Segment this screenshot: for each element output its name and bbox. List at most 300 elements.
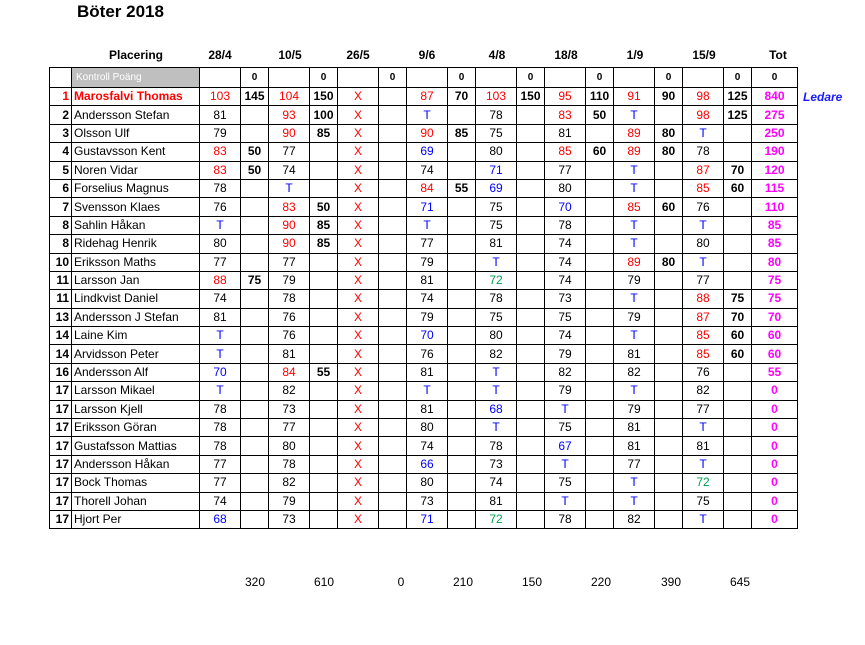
empty-cell — [545, 68, 586, 88]
score-cell: T — [269, 179, 310, 197]
points-cell — [517, 106, 545, 124]
points-cell — [379, 216, 407, 234]
total-cell: 110 — [752, 198, 798, 216]
table-row — [50, 437, 798, 455]
leader-label: Ledare — [803, 90, 843, 104]
score-cell: T — [200, 345, 241, 363]
points-cell: 70 — [724, 161, 752, 179]
score-cell: 95 — [545, 88, 586, 106]
score-cell: 78 — [200, 419, 241, 437]
points-cell — [241, 216, 269, 234]
total-cell: 70 — [752, 308, 798, 326]
rank-cell: 14 — [50, 327, 72, 345]
table-row — [50, 235, 798, 253]
score-cell: 81 — [200, 106, 241, 124]
score-cell: T — [614, 327, 655, 345]
rank-cell: 17 — [50, 400, 72, 418]
score-cell: 84 — [269, 363, 310, 381]
score-cell: 93 — [269, 106, 310, 124]
points-cell — [724, 419, 752, 437]
rank-cell: 7 — [50, 198, 72, 216]
score-cell: 68 — [200, 510, 241, 528]
points-cell — [310, 345, 338, 363]
score-cell: 81 — [614, 345, 655, 363]
score-cell: 88 — [200, 271, 241, 289]
points-cell — [517, 179, 545, 197]
score-cell: T — [683, 510, 724, 528]
score-cell: 79 — [269, 271, 310, 289]
control-points-value: 0 — [724, 68, 752, 88]
score-cell: 72 — [476, 271, 517, 289]
rank-cell: 3 — [50, 124, 72, 142]
table-row — [50, 253, 798, 271]
score-cell: 90 — [269, 235, 310, 253]
score-cell: 77 — [269, 419, 310, 437]
table-row — [50, 363, 798, 381]
points-cell: 90 — [655, 88, 683, 106]
score-cell: X — [338, 271, 379, 289]
score-cell: 89 — [614, 124, 655, 142]
score-cell: 77 — [200, 455, 241, 473]
score-cell: X — [338, 492, 379, 510]
player-name: Ridehag Henrik — [72, 235, 200, 253]
rank-cell: 17 — [50, 419, 72, 437]
points-cell — [448, 400, 476, 418]
table-row — [50, 216, 798, 234]
score-cell: 78 — [476, 290, 517, 308]
points-cell: 50 — [586, 106, 614, 124]
points-cell: 125 — [724, 106, 752, 124]
points-cell: 100 — [310, 106, 338, 124]
rank-cell: 17 — [50, 455, 72, 473]
score-cell: 77 — [545, 161, 586, 179]
score-cell: 85 — [683, 345, 724, 363]
points-cell — [379, 455, 407, 473]
score-cell: 74 — [407, 437, 448, 455]
points-cell — [586, 363, 614, 381]
points-cell — [517, 419, 545, 437]
score-cell: X — [338, 419, 379, 437]
points-cell — [655, 271, 683, 289]
points-cell: 85 — [310, 124, 338, 142]
total-cell: 0 — [752, 455, 798, 473]
score-cell: T — [614, 474, 655, 492]
rank-cell: 14 — [50, 345, 72, 363]
score-cell: 89 — [614, 253, 655, 271]
points-cell: 60 — [724, 179, 752, 197]
header-tot: Tot — [769, 48, 787, 62]
rank-cell: 17 — [50, 437, 72, 455]
score-cell: 98 — [683, 88, 724, 106]
player-name: Larsson Mikael — [72, 382, 200, 400]
points-cell — [448, 198, 476, 216]
score-cell: 72 — [683, 474, 724, 492]
points-cell: 60 — [724, 345, 752, 363]
points-cell — [241, 327, 269, 345]
score-cell: T — [476, 382, 517, 400]
total-cell: 840 — [752, 88, 798, 106]
total-cell: 250 — [752, 124, 798, 142]
page-title: Böter 2018 — [77, 2, 164, 21]
points-cell: 60 — [724, 327, 752, 345]
score-cell: 72 — [476, 510, 517, 528]
points-cell — [655, 290, 683, 308]
score-cell: 78 — [545, 510, 586, 528]
rank-cell: 13 — [50, 308, 72, 326]
score-cell: 91 — [614, 88, 655, 106]
points-cell — [241, 290, 269, 308]
player-name: Arvidsson Peter — [72, 345, 200, 363]
table-row — [50, 419, 798, 437]
score-cell: 81 — [476, 492, 517, 510]
score-cell: T — [476, 253, 517, 271]
player-name: Noren Vidar — [72, 161, 200, 179]
points-cell — [655, 345, 683, 363]
header-date: 28/4 — [208, 48, 232, 62]
points-cell — [310, 290, 338, 308]
header-date: 4/8 — [488, 48, 506, 62]
points-cell — [448, 419, 476, 437]
column-total: 0 — [397, 575, 405, 589]
score-cell: 98 — [683, 106, 724, 124]
score-cell: 89 — [614, 143, 655, 161]
score-cell: 81 — [407, 400, 448, 418]
total-cell: 0 — [752, 382, 798, 400]
player-name: Sahlin Håkan — [72, 216, 200, 234]
points-cell — [241, 437, 269, 455]
points-cell — [448, 437, 476, 455]
score-cell: T — [614, 235, 655, 253]
score-cell: 77 — [683, 271, 724, 289]
points-cell — [517, 216, 545, 234]
points-cell — [310, 437, 338, 455]
points-cell — [655, 308, 683, 326]
points-cell — [517, 235, 545, 253]
table-row — [50, 400, 798, 418]
points-cell — [448, 510, 476, 528]
score-cell: 76 — [683, 198, 724, 216]
points-cell — [379, 327, 407, 345]
points-cell — [448, 235, 476, 253]
score-cell: T — [476, 419, 517, 437]
score-cell: T — [200, 216, 241, 234]
points-cell — [379, 308, 407, 326]
total-cell: 0 — [752, 510, 798, 528]
points-cell — [379, 271, 407, 289]
rank-cell: 17 — [50, 492, 72, 510]
points-cell — [655, 437, 683, 455]
points-cell — [586, 124, 614, 142]
rank-cell: 11 — [50, 290, 72, 308]
rank-cell: 17 — [50, 510, 72, 528]
score-cell: X — [338, 198, 379, 216]
header-date: 10/5 — [278, 48, 302, 62]
points-cell — [655, 382, 683, 400]
points-cell — [379, 290, 407, 308]
score-cell: 103 — [200, 88, 241, 106]
points-cell: 70 — [448, 88, 476, 106]
points-cell — [448, 290, 476, 308]
points-cell — [724, 474, 752, 492]
points-cell — [310, 327, 338, 345]
score-cell: 83 — [200, 143, 241, 161]
points-cell — [379, 363, 407, 381]
control-points-value: 0 — [379, 68, 407, 88]
points-cell: 60 — [655, 198, 683, 216]
column-total: 210 — [452, 575, 474, 589]
score-cell: 82 — [269, 474, 310, 492]
score-cell: 67 — [545, 437, 586, 455]
score-cell: 82 — [683, 382, 724, 400]
rank-cell: 11 — [50, 271, 72, 289]
points-cell — [310, 308, 338, 326]
player-name: Lindkvist Daniel — [72, 290, 200, 308]
column-totals-row — [0, 575, 865, 591]
points-cell: 80 — [655, 143, 683, 161]
table-row — [50, 327, 798, 345]
points-cell — [310, 455, 338, 473]
points-cell — [724, 271, 752, 289]
total-cell: 80 — [752, 253, 798, 271]
score-cell: T — [614, 492, 655, 510]
table-row — [50, 474, 798, 492]
score-cell: 87 — [683, 161, 724, 179]
points-cell — [379, 179, 407, 197]
points-cell — [379, 474, 407, 492]
score-cell: 73 — [407, 492, 448, 510]
score-cell: 69 — [407, 143, 448, 161]
score-cell: X — [338, 179, 379, 197]
points-cell: 150 — [310, 88, 338, 106]
score-cell: T — [683, 455, 724, 473]
score-cell: 74 — [545, 235, 586, 253]
points-cell — [655, 474, 683, 492]
points-cell — [379, 198, 407, 216]
score-cell: 76 — [407, 345, 448, 363]
table-row — [50, 510, 798, 528]
points-cell — [517, 455, 545, 473]
score-cell: 76 — [200, 198, 241, 216]
column-total: 645 — [729, 575, 751, 589]
results-table — [49, 67, 798, 529]
points-cell — [310, 419, 338, 437]
points-cell — [586, 271, 614, 289]
score-cell: X — [338, 106, 379, 124]
points-cell — [379, 419, 407, 437]
points-cell — [379, 143, 407, 161]
player-name: Thorell Johan — [72, 492, 200, 510]
score-cell: 81 — [545, 124, 586, 142]
score-cell: 68 — [476, 400, 517, 418]
score-cell: X — [338, 143, 379, 161]
score-cell: 82 — [614, 510, 655, 528]
score-cell: 79 — [545, 345, 586, 363]
score-cell: 76 — [683, 363, 724, 381]
points-cell — [310, 143, 338, 161]
points-cell — [517, 253, 545, 271]
score-cell: X — [338, 88, 379, 106]
points-cell — [586, 290, 614, 308]
score-cell: T — [200, 327, 241, 345]
points-cell: 75 — [241, 271, 269, 289]
score-cell: X — [338, 124, 379, 142]
score-cell: 78 — [476, 437, 517, 455]
points-cell — [241, 235, 269, 253]
total-cell: 0 — [752, 419, 798, 437]
score-cell: 73 — [269, 400, 310, 418]
points-cell — [241, 124, 269, 142]
points-cell: 85 — [448, 124, 476, 142]
table-row — [50, 161, 798, 179]
score-cell: 79 — [407, 308, 448, 326]
score-cell: 71 — [407, 510, 448, 528]
points-cell — [241, 382, 269, 400]
score-cell: 78 — [200, 400, 241, 418]
points-cell — [586, 400, 614, 418]
score-cell: 75 — [476, 216, 517, 234]
score-cell: X — [338, 308, 379, 326]
score-cell: 80 — [545, 179, 586, 197]
player-name: Larsson Kjell — [72, 400, 200, 418]
score-cell: 77 — [200, 474, 241, 492]
points-cell — [724, 492, 752, 510]
score-cell: 74 — [545, 253, 586, 271]
score-cell: 85 — [614, 198, 655, 216]
points-cell — [310, 253, 338, 271]
score-cell: X — [338, 510, 379, 528]
control-points-total: 0 — [752, 68, 798, 88]
score-cell: 77 — [200, 253, 241, 271]
table-row — [50, 143, 798, 161]
header-date: 26/5 — [346, 48, 370, 62]
score-cell: 81 — [269, 345, 310, 363]
table-row — [50, 198, 798, 216]
header-date: 18/8 — [554, 48, 578, 62]
table-row — [50, 492, 798, 510]
score-cell: X — [338, 290, 379, 308]
table-row — [50, 345, 798, 363]
points-cell — [310, 271, 338, 289]
total-cell: 0 — [752, 492, 798, 510]
score-cell: 79 — [614, 308, 655, 326]
points-cell — [655, 161, 683, 179]
points-cell — [655, 106, 683, 124]
control-points-value: 0 — [517, 68, 545, 88]
points-cell — [241, 400, 269, 418]
rank-cell: 6 — [50, 179, 72, 197]
score-cell: 90 — [269, 216, 310, 234]
control-points-value: 0 — [310, 68, 338, 88]
points-cell — [448, 308, 476, 326]
score-cell: T — [683, 124, 724, 142]
table-row — [50, 455, 798, 473]
score-cell: 85 — [683, 179, 724, 197]
points-cell — [655, 419, 683, 437]
score-cell: T — [545, 400, 586, 418]
points-cell — [724, 124, 752, 142]
table-row — [50, 106, 798, 124]
score-cell: 75 — [683, 492, 724, 510]
points-cell: 125 — [724, 88, 752, 106]
score-cell: X — [338, 363, 379, 381]
points-cell — [724, 216, 752, 234]
points-cell — [379, 345, 407, 363]
points-cell — [517, 198, 545, 216]
points-cell — [241, 179, 269, 197]
points-cell — [517, 345, 545, 363]
control-points-value: 0 — [448, 68, 476, 88]
score-cell: 73 — [269, 510, 310, 528]
score-cell: 81 — [614, 437, 655, 455]
points-cell — [379, 437, 407, 455]
points-cell: 55 — [310, 363, 338, 381]
points-cell — [379, 235, 407, 253]
points-cell — [310, 382, 338, 400]
empty-cell — [476, 68, 517, 88]
points-cell — [586, 510, 614, 528]
total-cell: 60 — [752, 327, 798, 345]
points-cell — [310, 161, 338, 179]
score-cell: 77 — [683, 400, 724, 418]
points-cell — [655, 216, 683, 234]
column-total: 320 — [244, 575, 266, 589]
points-cell — [448, 253, 476, 271]
points-cell: 55 — [448, 179, 476, 197]
points-cell — [310, 474, 338, 492]
header-date: 15/9 — [692, 48, 716, 62]
points-cell — [586, 419, 614, 437]
control-points-value: 0 — [241, 68, 269, 88]
score-cell: T — [614, 382, 655, 400]
total-cell: 85 — [752, 235, 798, 253]
points-cell — [586, 161, 614, 179]
points-cell — [724, 437, 752, 455]
points-cell — [241, 345, 269, 363]
points-cell — [241, 308, 269, 326]
score-cell: 70 — [200, 363, 241, 381]
score-cell: 74 — [269, 161, 310, 179]
score-cell: 74 — [545, 271, 586, 289]
points-cell — [517, 161, 545, 179]
score-cell: 75 — [476, 198, 517, 216]
score-cell: 74 — [407, 290, 448, 308]
points-cell — [379, 400, 407, 418]
points-cell — [586, 474, 614, 492]
score-cell: T — [545, 492, 586, 510]
points-cell — [241, 474, 269, 492]
table-row — [50, 124, 798, 142]
points-cell — [448, 327, 476, 345]
rank-cell: 8 — [50, 216, 72, 234]
points-cell — [241, 492, 269, 510]
score-cell: 78 — [545, 216, 586, 234]
score-cell: 87 — [407, 88, 448, 106]
score-cell: X — [338, 382, 379, 400]
rank-cell: 2 — [50, 106, 72, 124]
score-cell: 80 — [476, 327, 517, 345]
points-cell — [724, 510, 752, 528]
score-cell: T — [545, 455, 586, 473]
total-cell: 115 — [752, 179, 798, 197]
score-cell: 75 — [476, 308, 517, 326]
score-cell: T — [407, 106, 448, 124]
points-cell — [724, 455, 752, 473]
player-name: Eriksson Göran — [72, 419, 200, 437]
points-cell — [724, 143, 752, 161]
total-cell: 85 — [752, 216, 798, 234]
score-cell: 78 — [683, 143, 724, 161]
score-cell: T — [683, 419, 724, 437]
